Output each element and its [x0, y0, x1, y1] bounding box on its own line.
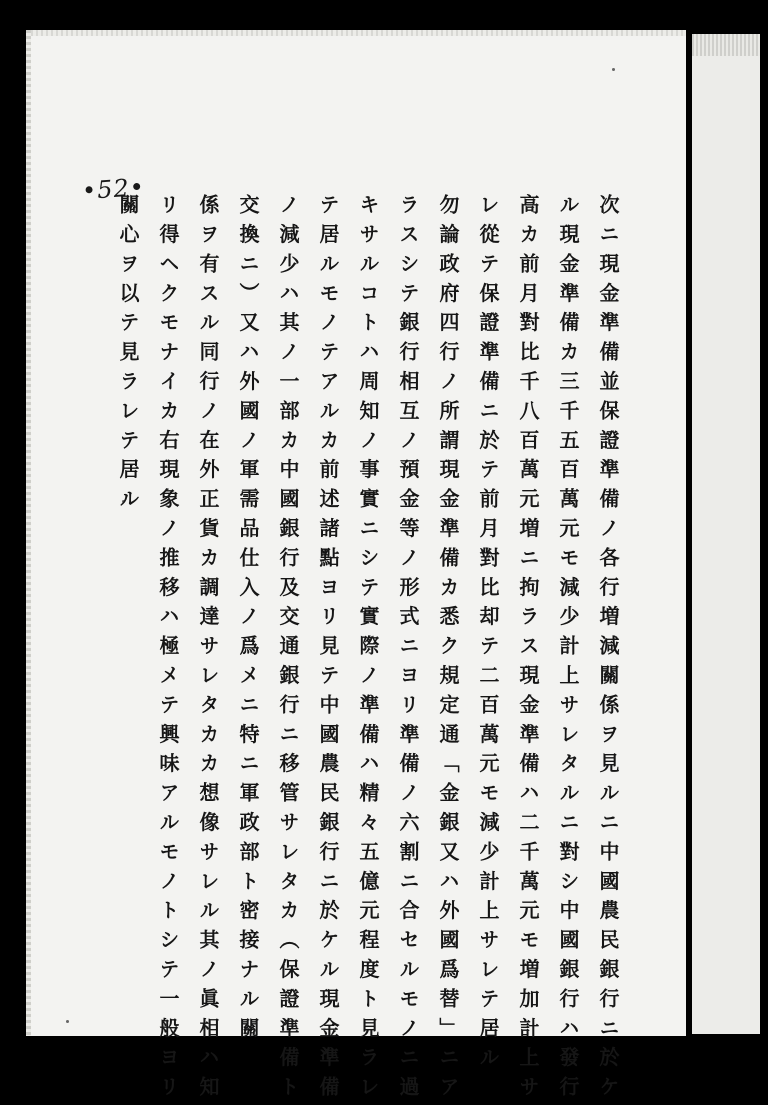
text-column: ラスシテ銀行相互ノ預金等ノ形式ニヨリ準備ノ六割ニ合セルモノニ過 [396, 194, 420, 1105]
text-column: テ居ルモノテアルカ前述諸點ヨリ見テ中國農民銀行ニ於ケル現金準備 [316, 194, 340, 1105]
text-column: 高カ前月對比千八百萬元増ニ拘ラス現金準備ハ二千萬元モ増加計上サ [516, 194, 540, 1105]
adjacent-page-edge [692, 34, 760, 1034]
text-column: 次ニ現金準備並保證準備ノ各行増減關係ヲ見ルニ中國農民銀行ニ於ケ [596, 194, 620, 1105]
text-column: キサルコトハ周知ノ事實ニシテ實際ノ準備ハ精々五億元程度ト見ラレ [356, 194, 380, 1105]
text-column: 關心ヲ以テ見ラレテ居ル [116, 194, 140, 518]
paper-speck [66, 1020, 69, 1023]
text-column: ノ減少ハ其ノ一部カ中國銀行及交通銀行ニ移管サレタカ（保證準備ト [276, 194, 300, 1105]
text-column: ル現金準備カ三千五百萬元モ減少計上サレタルニ對シ中國銀行ハ發行 [556, 194, 580, 1105]
text-column: 係ヲ有スル同行ノ在外正貨カ調達サレタカカ想像サレル其ノ眞相ハ知 [196, 194, 220, 1105]
text-column: リ得ヘクモナイカ右現象ノ推移ハ極メテ興味アルモノトシテ一般ヨリ [156, 194, 180, 1105]
text-column: レ從テ保證準備ニ於テ前月對比却テ二百萬元モ減少計上サレテ居ル [476, 194, 500, 1076]
text-column: 勿論政府四行ノ所謂現金準備カ悉ク規定通「金銀又ハ外國爲替」ニア [436, 194, 460, 1105]
text-column: 交換ニ）又ハ外國ノ軍需品仕入ノ爲メニ特ニ軍政部ト密接ナル關 [236, 194, 260, 1047]
page-number: •52• [81, 172, 146, 206]
paper-speck [612, 68, 615, 71]
